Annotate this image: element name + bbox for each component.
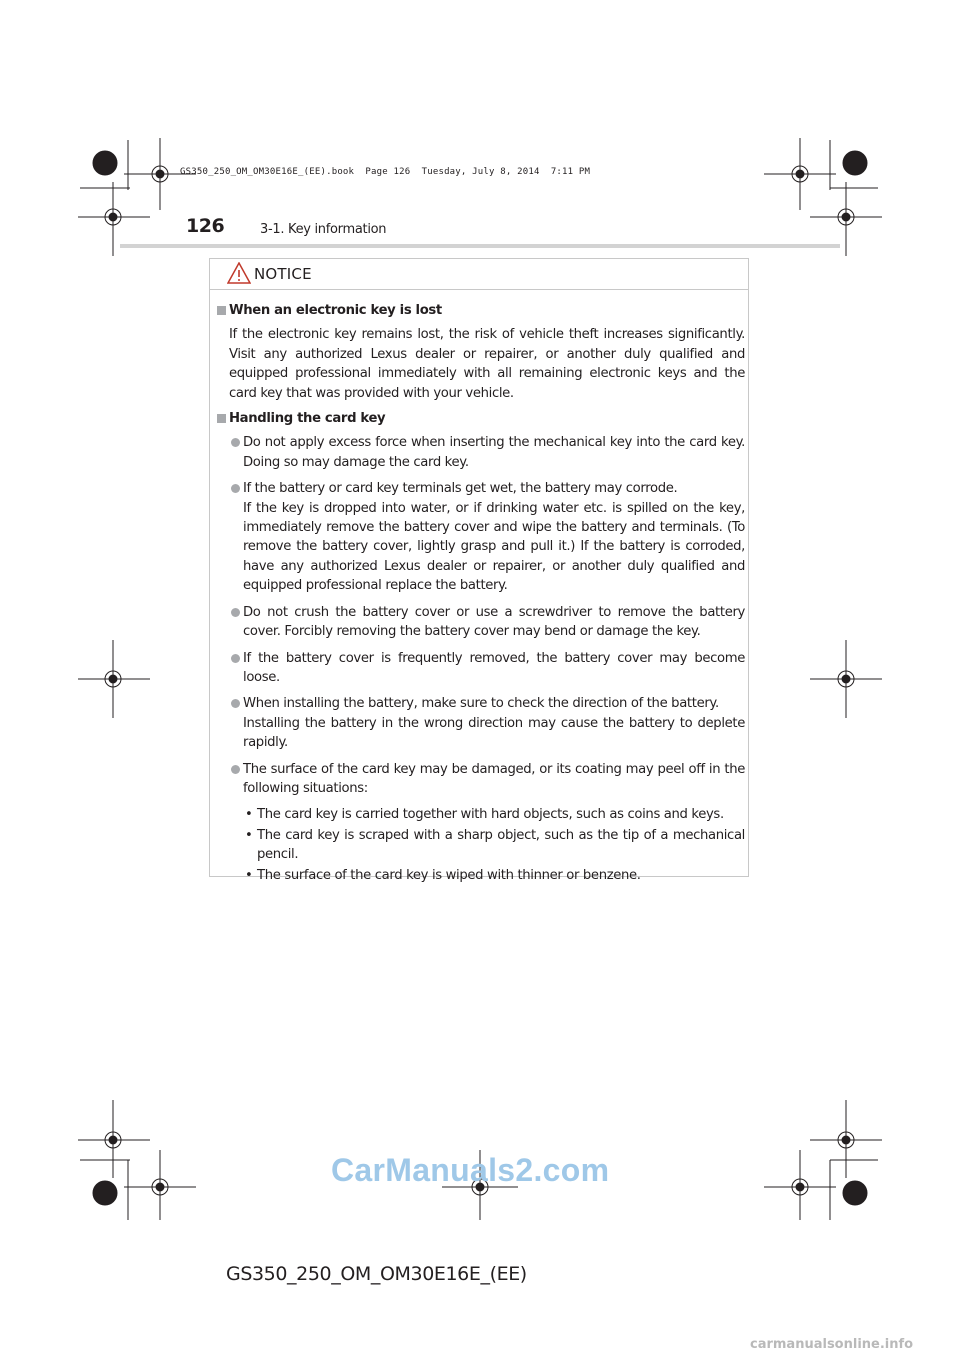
list-item: When installing the battery, make sure to check the direction of the battery. Installing the battery in the wrong direction may cause the battery to deplete rapidly. — [217, 694, 745, 752]
notice-header — [210, 259, 748, 290]
list-item: Do not apply excess force when inserting the mechanical key into the card key. Doing so may damage the card key. — [217, 433, 745, 472]
sub-item: • The card key is scraped with a sharp object, such as the tip of a mechanical pencil. — [245, 827, 745, 863]
site-watermark: carmanualsonline.info — [750, 1337, 914, 1352]
round-bullet-icon — [231, 438, 240, 447]
warning-triangle-icon — [227, 262, 251, 284]
section-title: 3-1. Key information — [260, 222, 387, 237]
round-bullet-icon — [231, 765, 240, 774]
section-heading: When an electronic key is lost — [217, 301, 745, 320]
watermark-logo: CarManuals2.com — [331, 1152, 610, 1188]
round-bullet-icon — [231, 484, 240, 493]
notice-title: NOTICE — [254, 265, 312, 283]
sub-item: • The card key is carried together with hard objects, such as coins and keys. — [245, 807, 724, 823]
paragraph: If the electronic key remains lost, the risk of vehicle theft increases significantly. Visit any authorized Lexus dealer or repairer, or another duly qualified and equipped professional immediately with all remaining electronic keys and the card key that was provided with your vehicle. — [229, 327, 745, 401]
print-info-line: GS350_250_OM_OM30E16E_(EE).book Page 126 Tuesday, July 8, 2014 7:11 PM — [180, 167, 591, 177]
sub-item: • The surface of the card key is wiped with thinner or benzene. — [245, 867, 641, 883]
page-number: 126 — [186, 215, 225, 237]
round-bullet-icon — [231, 608, 240, 617]
list-item: Do not crush the battery cover or use a screwdriver to remove the battery cover. Forcibly removing the battery cover may bend or damage the key. — [217, 603, 745, 642]
list-item: If the battery or card key terminals get wet, the battery may corrode. If the key is dropped into water, or if drinking water etc. is spilled on the key, immediately remove the battery cover and wipe the battery and terminals. (To remove the battery cover, lightly grasp and pull it.) If the battery is corroded, have any authorized Lexus dealer or repairer, or another duly qualified and equipped professional replace the battery. — [217, 479, 745, 595]
list-item: The surface of the card key may be damaged, or its coating may peel off in the following situations: — [217, 760, 745, 799]
notice-content — [217, 301, 745, 885]
header-rule — [120, 244, 840, 248]
round-bullet-icon — [231, 654, 240, 663]
section-heading: Handling the card key — [217, 409, 745, 428]
notice-box — [209, 258, 749, 883]
round-bullet-icon — [231, 699, 240, 708]
list-item: If the battery cover is frequently removed, the battery cover may become loose. — [217, 649, 745, 688]
footer-document-code: GS350_250_OM_OM30E16E_(EE) — [226, 1263, 527, 1285]
square-bullet-icon — [217, 306, 226, 315]
square-bullet-icon — [217, 414, 226, 423]
